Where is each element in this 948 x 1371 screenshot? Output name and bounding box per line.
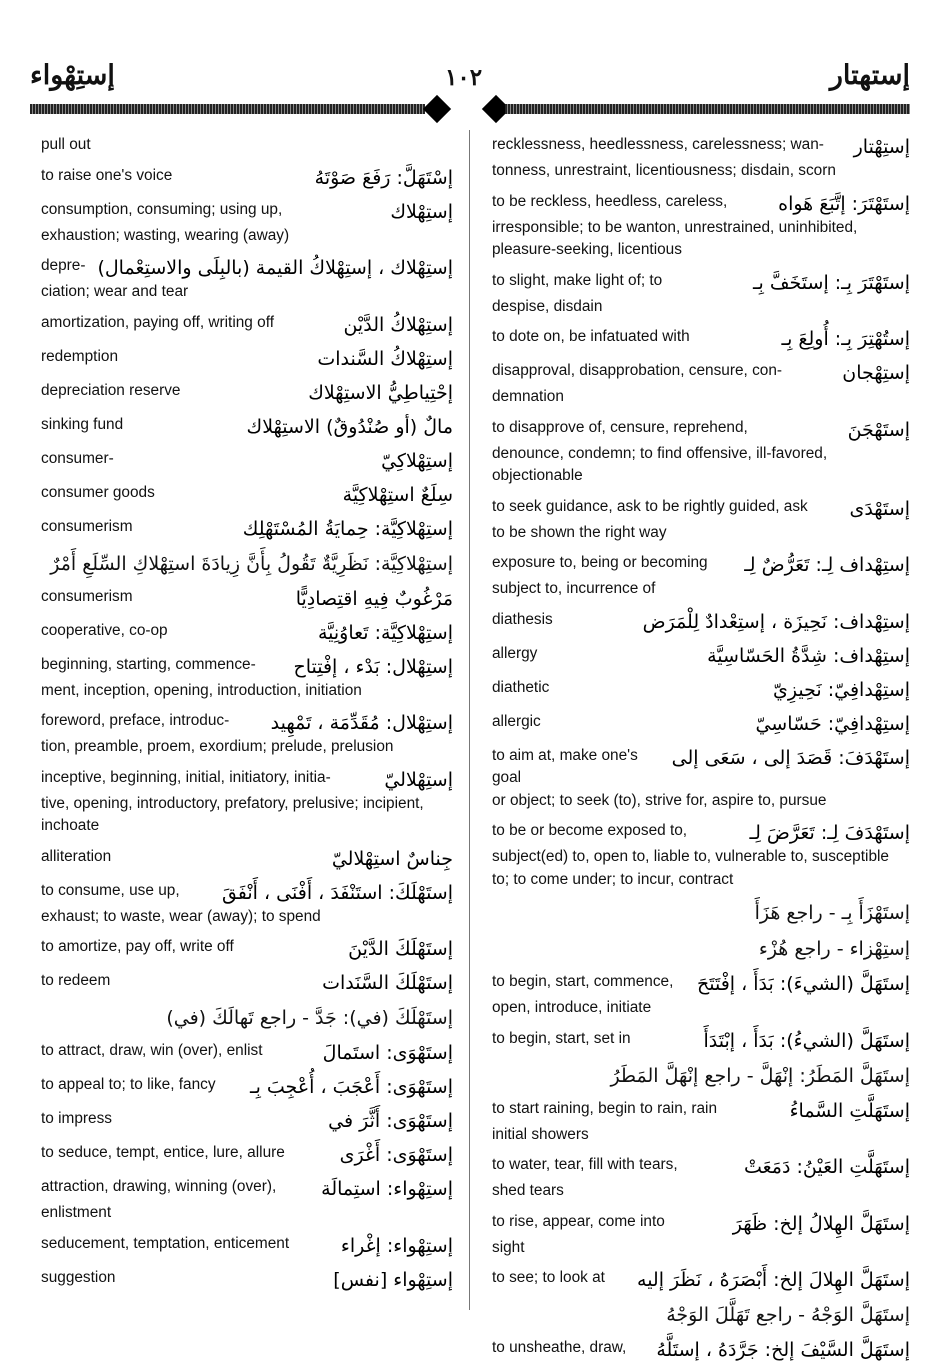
arabic-headword: إستَهْوَى: أَعْجَبَ ، أُعْجِبَ بِـ [250,1076,453,1098]
dictionary-entry [492,1337,910,1363]
dictionary-entry [492,711,910,737]
english-definition: to seek guidance, ask to be rightly guided, ask [492,497,808,515]
arabic-headword: إستِهْلاكِيّ [381,449,453,472]
english-definition: to unsheathe, draw, [492,1339,627,1356]
arabic-headword: إستَهْدَفَ لِـ: تَعَرَّضَ لِـ [749,822,910,844]
english-definition: to appeal to; to like, fancy [41,1076,216,1093]
english-definition: to begin, start, commence, [492,973,674,990]
english-definition: to rise, appear, come into [492,1212,665,1230]
english-definition: depre- [41,257,86,274]
english-definition: beginning, starting, commence- [41,655,256,673]
definition-continuation: ciation; wear and tear [41,283,189,300]
dictionary-entry [492,971,910,1020]
dictionary-entry [41,312,453,338]
english-definition: allergic [492,712,541,730]
arabic-headword: إستَهْدَفَ: قَصَدَ إلى ، سَعَى إلى [671,746,910,769]
english-definition: suggestion [41,1268,116,1286]
page-number: ١٠٢ [445,64,483,91]
arabic-headword: إسْتَهَلَّ: رَفَعَ صَوْتَهُ [314,166,453,189]
english-definition: cooperative, co-op [41,621,168,639]
definition-continuation: tion, preamble, proem, exordium; prelude, prelusion [41,738,394,755]
arabic-headword: إستِهْلاليّ [384,768,453,791]
arabic-headword: إستِهْواء: إغْراء [340,1234,453,1257]
arabic-headword: إستَهَلَّ الهِلالُ إلخ: ظَهَرَ [732,1212,910,1235]
dictionary-entry [492,1267,910,1293]
english-definition: to water, tear, fill with tears, [492,1156,678,1173]
english-definition: to be reckless, heedless, careless, [492,192,728,210]
dictionary-entry [41,346,453,372]
definition-continuation: tive, opening, introductory, prefatory, prelusive; incipient, inchoate [41,794,424,834]
english-definition: to begin, start, set in [492,1029,631,1047]
english-definition: to consume, use up, [41,881,180,899]
arabic-headword: مَرْغُوبٌ فِيهِ اقتِصادِيًّا [295,587,453,610]
definition-continuation: open, introduce, initiate [492,999,652,1016]
arabic-headword: إستِهْلال: بَدْء ، إفْتِتاح [293,655,453,678]
english-definition: to slight, make light of; to [492,271,663,289]
right-guide-word: إستهتار [829,60,910,91]
dictionary-entry [492,1154,910,1203]
definition-continuation: shed tears [492,1182,564,1199]
definition-continuation: ment, inception, opening, introduction, initiation [41,681,362,699]
definition-continuation: or object; to seek (to), strive for, aspire to, pursue [492,791,827,809]
english-definition: foreword, preface, introduc- [41,712,230,729]
english-definition: to attract, draw, win (over), enlist [41,1042,263,1059]
arabic-headword: سِلَعٌ استِهْلاكِيَّة [342,483,453,506]
english-definition: allergy [492,644,538,662]
dictionary-entry [41,516,453,542]
definition-continuation: subject to, incurrence of [492,580,656,597]
dictionary-entry [41,880,453,929]
right-column [492,134,910,1371]
dictionary-entry [492,1211,910,1260]
english-definition: inceptive, beginning, initial, initiatory, initia- [41,768,331,786]
arabic-headword: إستَهَلَّتِ العَيْنُ: دَمَعَتْ [743,1156,910,1178]
definition-continuation: sight [492,1238,525,1256]
arabic-headword: إستَهَلَّ (الشيءَ): بَدَأَ ، إفْتَتَحَ [696,973,910,995]
arabic-headword: إستِهْلاكِيَّة: تَعاوُنِيَّة [317,621,453,644]
english-definition: to start raining, begin to rain, rain [492,1099,717,1117]
arabic-cross-reference: إستِهْلاكِيَّة: نَظَرِيَّةٌ تَقُولُ بِأَنَّ زِيادَةَ استِهْلاكِ السِّلَعِ أَمْرٌ [50,552,453,575]
arabic-headword: إستِهْلال: مُقَدِّمَة ، تَمْهِيد [270,712,453,734]
english-definition: to dote on, be infatuated with [492,328,690,345]
definition-continuation: denounce, condemn; to find offensive, ill-favored, objectionable [492,444,828,484]
english-definition: pull out [41,136,91,153]
english-definition: sinking fund [41,415,124,433]
arabic-headword: إستِهْداف لِـ: تَعَرُّضٌ لِـ [744,554,910,576]
english-definition: consumerism [41,517,133,535]
arabic-headword: إستِهْلاك ، إستِهْلاكُ القيمة (بالبِلَى والاستِعْمال) [97,257,453,279]
dictionary-entry [492,609,910,635]
arabic-headword: إستَهْدَى [849,497,910,520]
definition-continuation: subject(ed) to, open to, liable to, vulnerable to, susceptible to; to come under; to incur, contract [492,848,889,888]
arabic-cross-reference: إستَهَلَّ المَطَرُ: إنْهَلَّ - راجع إنْهَلَّ المَطَرُ [610,1064,910,1087]
arabic-headword: إستَهْوَى: استَمالَ [322,1042,453,1064]
dictionary-entry [41,1176,453,1225]
dictionary-entry [41,767,453,838]
arabic-headword: مالٌ (أو صُنْدُوقٌ) الاستِهْلاك [246,415,453,438]
arabic-headword: إستَهْتَرَ بِـ: إستَخَفَّ بِـ [752,271,910,294]
dictionary-entry [41,134,453,157]
column-divider [469,130,470,1310]
english-definition: attraction, drawing, winning (over), [41,1178,277,1195]
arabic-headword: إستَهَلَّ (الشيءُ): بَدَأَ ، إبْتَدَأَ [703,1029,910,1052]
arabic-headword: إستِهْداف: نَحِيزَة ، إستِعْدادٌ لِلْمَرَض [642,610,910,633]
definition-continuation: to be shown the right way [492,523,667,541]
english-definition: to be or become exposed to, [492,822,688,839]
dictionary-entry [41,448,453,474]
arabic-headword: إستَهْتَرَ: إتَّبَعَ هَواه [778,192,910,215]
arabic-headword: إستِهْواء [نفس] [333,1268,453,1291]
dictionary-entry [492,935,910,963]
dictionary-entry [41,586,453,612]
definition-continuation: despise, disdain [492,297,603,315]
arabic-headword: إستِهْواء: استِمالَة [321,1178,453,1200]
english-definition: depreciation reserve [41,381,181,399]
english-definition: consumption, consuming; using up, [41,200,283,218]
arabic-headword: إستَهْوَى: أَغْرَى [339,1144,453,1166]
dictionary-entry [41,1108,453,1134]
arabic-headword: إستَهَلَّ الهِلالَ إلخ: أَبْصَرَهُ ، نَظَرَ إليه [637,1269,910,1291]
definition-continuation: exhaust; to waste, wear (away); to spend [41,907,321,925]
arabic-headword: إستَهْلَكَ الدَّيْنَ [348,938,453,960]
english-definition: seducement, temptation, enticement [41,1234,290,1252]
definition-continuation: demnation [492,388,564,405]
english-definition: recklessness, heedlessness, carelessness; wan- [492,136,824,153]
english-definition: to seduce, tempt, entice, lure, allure [41,1144,285,1161]
dictionary-entry [492,191,910,262]
header-rule-left [30,104,425,114]
dictionary-entry [492,677,910,703]
dictionary-entry [492,552,910,601]
dictionary-entry [492,745,910,813]
left-guide-word: إستِهْواء [30,60,115,91]
definition-continuation: enlistment [41,1204,112,1221]
dictionary-entry [41,165,453,191]
dictionary-entry [41,550,453,578]
dictionary-entry [492,1062,910,1090]
english-definition: disapproval, disapprobation, censure, con- [492,362,783,379]
english-definition: diathesis [492,610,553,628]
left-column [41,134,453,1301]
header-rule-right [505,104,910,114]
english-definition: consumer- [41,449,114,467]
arabic-cross-reference: إستَهْزَأَ بِـ - راجع هَزَأَ [754,902,910,924]
english-definition: to impress [41,1110,112,1127]
dictionary-entry [41,846,453,872]
dictionary-entry [492,643,910,669]
english-definition: to see; to look at [492,1269,605,1286]
arabic-cross-reference: إستَهَلَّ الوَجْهُ - راجع تَهَلَّلَ الوَجْهُ [666,1304,910,1326]
arabic-headword: إستِهْلاكُ الدَّيْن [343,313,453,336]
arabic-headword: إستِهْجان [842,362,910,384]
english-definition: consumer goods [41,483,155,501]
arabic-cross-reference: إستَهْلَكَ (في): جَدَّ - راجع تَهالَكَ (في) [166,1007,453,1029]
arabic-headword: إستَهَلَّتِ السَّماءُ [789,1099,910,1122]
english-definition: alliteration [41,847,112,865]
dictionary-entry [41,970,453,996]
arabic-headword: إستِهْدافِيّ: حَسّاسِيّ [755,712,910,735]
definition-continuation: initial showers [492,1125,589,1143]
dictionary-entry [41,482,453,508]
dictionary-entry [41,936,453,962]
english-definition: redemption [41,347,118,365]
arabic-headword: جِناسٌ استِهْلاليّ [331,847,453,870]
dictionary-entry [41,1004,453,1032]
definition-continuation: tonness, unrestraint, licentiousness; disdain, scorn [492,162,836,179]
arabic-headword: إستِهْداف: شِدَّةُ الحَسّاسِيَّة [707,644,910,667]
dictionary-entry [41,1267,453,1293]
definition-continuation: exhaustion; wasting, wearing (away) [41,226,290,244]
dictionary-entry [41,1040,453,1066]
dictionary-entry [41,255,453,304]
english-definition: exposure to, being or becoming [492,554,708,571]
dictionary-entry [41,1233,453,1259]
dictionary-entry [41,1074,453,1100]
arabic-headword: إستَهْلَكَ السَّنَدات [322,972,453,994]
arabic-headword: إحْتِياطِيُّ الاستِهْلاك [308,381,453,404]
arabic-headword: إستِهْلاكِيَّة: حِمايَةُ المُسْتَهْلِك [242,517,453,540]
dictionary-entry [41,199,453,248]
english-definition: to amortize, pay off, write off [41,938,234,955]
arabic-headword: إستِهْلاكُ السَّندات [317,347,453,370]
dictionary-entry [492,1301,910,1329]
dictionary-entry [492,360,910,409]
dictionary-entry [492,270,910,319]
arabic-headword: إستَهْلَكَ: استَنْفَدَ ، أَفْنَى ، أَنْفَقَ [221,881,453,904]
english-definition: amortization, paying off, writing off [41,313,274,331]
english-definition: consumerism [41,587,133,605]
english-definition: to raise one's voice [41,166,173,184]
arabic-headword: إستِهْدافِيّ: نَحِيزِيّ [773,678,910,701]
dictionary-entry [41,654,453,703]
dictionary-entry [41,380,453,406]
dictionary-entry [492,1028,910,1054]
arabic-headword: إستِهْلاك [390,200,453,223]
definition-continuation: irresponsible; to be wanton, unrestrained, uninhibited, pleasure-seeking, licentious [492,218,858,258]
english-definition: diathetic [492,678,550,696]
dictionary-entry [41,620,453,646]
english-definition: to disapprove of, censure, reprehend, [492,418,748,436]
arabic-headword: إستَهَلَّ السَّيْفَ إلخ: جَرَّدَهُ ، إستَلَّهُ [656,1339,910,1361]
arabic-cross-reference: إستِهْزاء - راجع هُزْء [758,938,910,960]
dictionary-entry [41,1142,453,1168]
dictionary-entry [492,496,910,545]
english-definition: to aim at, make one's goal [492,746,638,786]
page-header [30,60,910,100]
dictionary-entry [41,414,453,440]
dictionary-entry [492,134,910,183]
dictionary-entry [492,417,910,488]
arabic-headword: إستَهْجَنَ [847,418,910,441]
english-definition: to redeem [41,972,111,989]
arabic-headword: إستِهْتار [853,136,910,158]
dictionary-entry [41,710,453,759]
dictionary-entry [492,1098,910,1147]
dictionary-entry [492,326,910,352]
dictionary-entry [492,899,910,927]
arabic-headword: إستُهْتِرَ بِـ: أُولِعَ بِـ [781,328,910,350]
dictionary-entry [492,820,910,891]
arabic-headword: إستَهْوَى: أَثَّرَ في [328,1110,453,1132]
